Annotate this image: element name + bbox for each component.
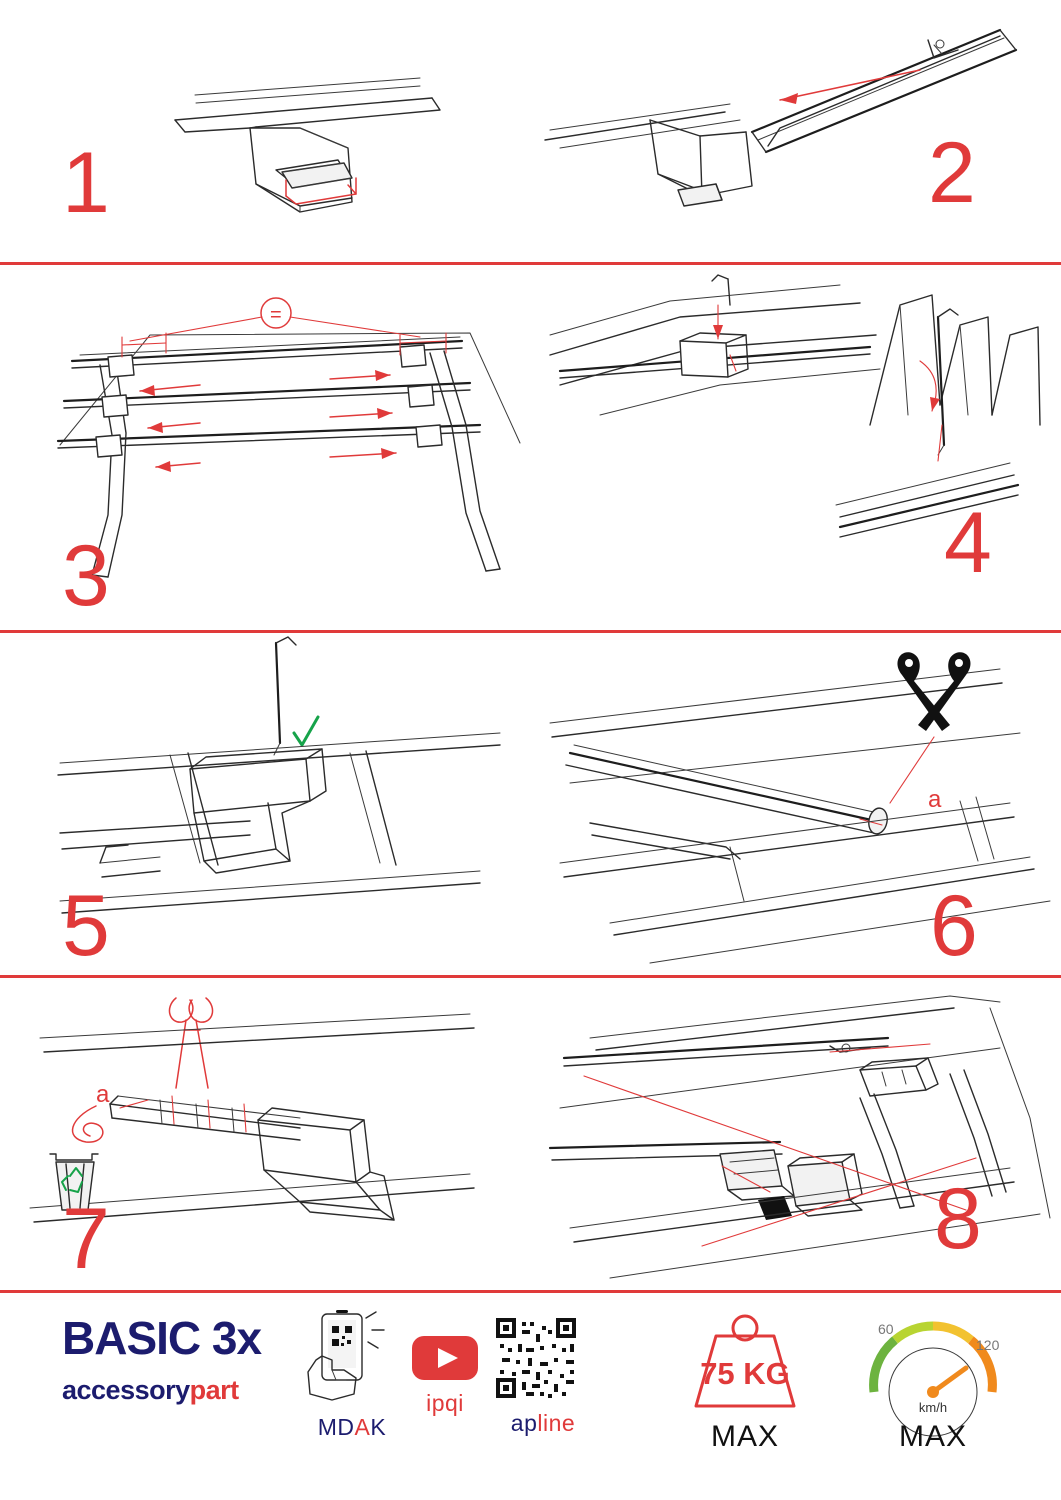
step-2-illustration <box>530 0 1061 262</box>
step-number: 4 <box>944 495 990 591</box>
step-number: 2 <box>928 125 974 221</box>
step-6-panel <box>530 633 1061 975</box>
gauge-min-tick: 60 <box>878 1321 894 1337</box>
step-number: 6 <box>930 878 976 974</box>
step-number: 5 <box>62 878 108 974</box>
step-number: 8 <box>934 1171 980 1267</box>
logo-apline <box>478 1314 608 1437</box>
speedometer-icon <box>848 1306 1018 1416</box>
step-1-panel <box>0 0 530 262</box>
max-load-label: MAX <box>710 1420 779 1453</box>
brand-sub-first: accessory <box>62 1375 190 1405</box>
gauge-unit: km/h <box>918 1400 948 1415</box>
weight-icon <box>660 1306 830 1416</box>
logo-mdak-caption: MDAK <box>317 1414 387 1440</box>
step-number: 7 <box>62 1191 108 1287</box>
step-number: 3 <box>62 528 108 624</box>
step-8-panel <box>530 978 1061 1290</box>
gauge-max-tick: 120 <box>976 1337 1000 1353</box>
step-3-panel <box>0 265 540 630</box>
max-load-block <box>660 1306 830 1454</box>
step-8-illustration <box>530 978 1061 1290</box>
logo-apline-caption: apline <box>510 1410 576 1436</box>
step-4-panel <box>540 265 1061 630</box>
brand-block <box>62 1312 292 1406</box>
max-load-value: 75 KG <box>700 1356 790 1391</box>
max-speed-label: MAX <box>898 1420 967 1453</box>
step-5-panel <box>0 633 530 975</box>
footer <box>0 1290 1061 1500</box>
step-6-illustration <box>530 633 1061 975</box>
part-label-a: a <box>928 786 942 813</box>
svg-text:=: = <box>270 304 282 326</box>
step-7-panel <box>0 978 530 1290</box>
step-number: 1 <box>62 135 108 231</box>
brand-title: BASIC 3x <box>62 1312 262 1364</box>
logo-ipqi-caption: ipqi <box>426 1390 464 1416</box>
part-label-a: a <box>96 1081 110 1108</box>
brand-sub-second: part <box>189 1375 239 1405</box>
max-speed-block <box>848 1306 1018 1454</box>
step-2-panel <box>530 0 1061 262</box>
brand-subtitle <box>62 1374 292 1406</box>
qr-code-icon <box>478 1314 608 1402</box>
